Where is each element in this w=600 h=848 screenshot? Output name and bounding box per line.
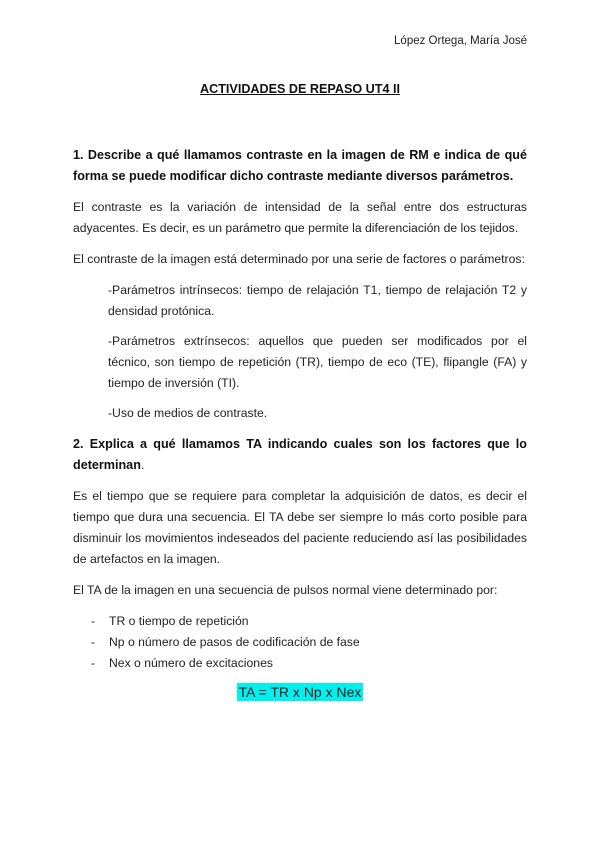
list-item-text: TR o tiempo de repetición [109,614,249,628]
question-2-period: . [140,458,145,472]
dash-bullet: - [91,635,96,649]
list-item-text: Np o número de pasos de codificación de fase [109,635,360,649]
dash-bullet: - [91,656,96,670]
q1-item-extrinsic: -Parámetros extrínsecos: aquellos que pueden ser modificados por el técnico, son tiempo de repetición (TR), tiempo de eco (TE), flipangle (FA) y tiempo de inversión (TI). [108,334,527,390]
q1-item-contrast-media: -Uso de medios de contraste. [108,406,268,420]
q1-paragraph-2: El contraste de la imagen está determinado por una serie de factores o parámetros: [73,252,525,266]
list-item-text: Nex o número de excitaciones [109,656,273,670]
list-item [91,653,360,674]
question-2 [73,434,527,476]
question-1: 1. Describe a qué llamamos contraste en la imagen de RM e indica de qué forma se puede modificar dicho contraste mediante diversos parámetros. [73,148,527,183]
q2-paragraph-1: Es el tiempo que se requiere para completar la adquisición de datos, es decir el tiempo que dura una secuencia. El TA debe ser siempre lo más corto posible para disminuir los movimientos indeseados del paciente reduciendo así las posibilidades de artefactos en la imagen. [73,489,527,566]
q1-item-intrinsic: -Parámetros intrínsecos: tiempo de relajación T1, tiempo de relajación T2 y densidad protónica. [108,283,527,318]
formula-highlight: TA = TR x Np x Nex [238,684,362,700]
question-2-text: 2. Explica a qué llamamos TA indicando cuales son los factores que lo determinan [73,437,527,472]
q1-paragraph-1: El contraste es la variación de intensidad de la señal entre dos estructuras adyacentes. Es decir, es un parámetro que permite la diferenciación de los tejidos. [73,200,527,235]
factor-list [91,611,360,674]
document-title: ACTIVIDADES DE REPASO UT4 II [200,82,400,96]
dash-bullet: - [91,614,96,628]
author-name: López Ortega, María José [394,35,527,47]
formula [0,684,600,700]
list-item [91,611,360,632]
list-item [91,632,360,653]
q2-paragraph-2: El TA de la imagen en una secuencia de pulsos normal viene determinado por: [73,583,498,597]
